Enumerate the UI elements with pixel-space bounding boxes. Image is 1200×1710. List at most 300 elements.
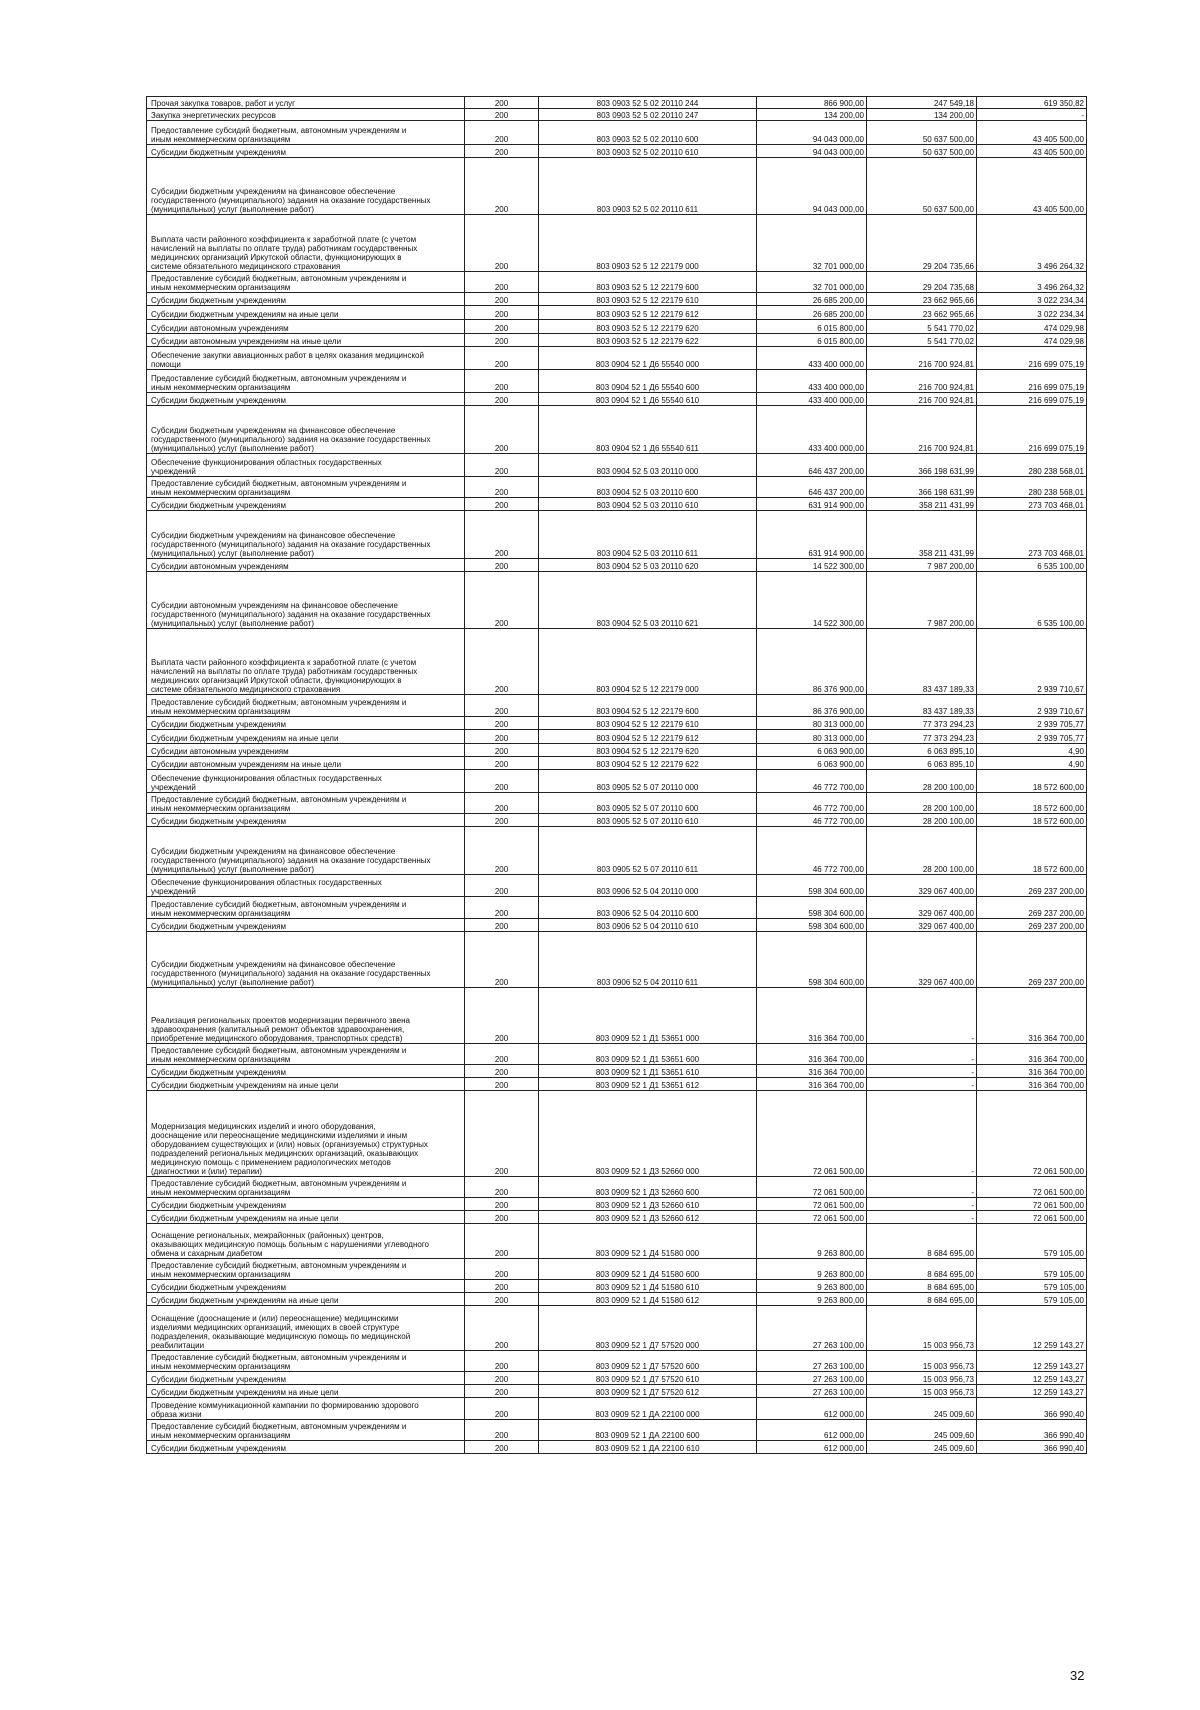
row-code: 200: [465, 695, 539, 717]
row-remaining-amount: 316 364 700,00: [977, 1065, 1087, 1078]
row-remaining-amount: 2 939 705,77: [977, 730, 1087, 744]
row-plan-amount: 6 063 900,00: [757, 757, 867, 770]
row-remaining-amount: 12 259 143,27: [977, 1306, 1087, 1351]
row-executed-amount: 29 204 735,66: [867, 215, 977, 272]
row-code: 200: [465, 730, 539, 744]
row-name: Субсидии бюджетным учреждениям: [147, 393, 465, 406]
row-code: 200: [465, 121, 539, 145]
table-row: [147, 730, 1087, 744]
row-executed-amount: 358 211 431,99: [867, 511, 977, 559]
row-name: Реализация региональных проектов модернизации первичного звена здравоохранения (капитальный ремонт объектов здравоохранения, приобретение медицинского оборудования, транспортных средств): [147, 988, 465, 1044]
table-row: [147, 1091, 1087, 1177]
row-code: 200: [465, 511, 539, 559]
row-name: Предоставление субсидий бюджетным, автономным учреждениям и иным некоммерческим организациям: [147, 1177, 465, 1198]
row-plan-amount: 612 000,00: [757, 1441, 867, 1454]
row-name: Предоставление субсидий бюджетным, автономным учреждениям и иным некоммерческим организациям: [147, 695, 465, 717]
row-kbk: 803 0904 52 1 Д6 55540 000: [539, 347, 757, 370]
row-code: 200: [465, 1293, 539, 1306]
row-code: 200: [465, 1198, 539, 1211]
row-executed-amount: -: [867, 1198, 977, 1211]
table-row: [147, 406, 1087, 454]
row-plan-amount: 46 772 700,00: [757, 770, 867, 793]
row-name: Оснащение (дооснащение и (или) переоснащение) медицинскими изделиями медицинских организаций, имеющих в своей структуре подразделения, оказывающие медицинскую помощь по медицинской реабилитации: [147, 1306, 465, 1351]
row-remaining-amount: 2 939 705,77: [977, 717, 1087, 730]
row-plan-amount: 72 061 500,00: [757, 1177, 867, 1198]
row-executed-amount: 8 684 695,00: [867, 1224, 977, 1259]
row-plan-amount: 134 200,00: [757, 109, 867, 121]
row-code: 200: [465, 293, 539, 306]
row-name: Субсидии бюджетным учреждениям на финансовое обеспечение государственного (муниципального) задания на оказание государственных (муниципальных) услуг (выполнение работ): [147, 932, 465, 988]
table-row: [147, 145, 1087, 158]
row-code: 200: [465, 875, 539, 897]
row-kbk: 803 0903 52 5 02 20110 610: [539, 145, 757, 158]
row-kbk: 803 0904 52 5 12 22179 610: [539, 717, 757, 730]
row-executed-amount: 216 700 924,81: [867, 347, 977, 370]
row-kbk: 803 0903 52 5 12 22179 620: [539, 320, 757, 334]
row-name: Субсидии бюджетным учреждениям: [147, 919, 465, 932]
row-plan-amount: 6 015 800,00: [757, 320, 867, 334]
row-kbk: 803 0904 52 5 03 20110 620: [539, 559, 757, 572]
row-code: 200: [465, 1078, 539, 1091]
row-name: Субсидии бюджетным учреждениям на иные цели: [147, 730, 465, 744]
table-row: [147, 875, 1087, 897]
row-name: Предоставление субсидий бюджетным, автономным учреждениям и иным некоммерческим организациям: [147, 272, 465, 293]
row-kbk: 803 0906 52 5 04 20110 610: [539, 919, 757, 932]
row-kbk: 803 0909 52 1 Д3 52660 610: [539, 1198, 757, 1211]
row-kbk: 803 0905 52 5 07 20110 600: [539, 793, 757, 814]
row-name: Субсидии бюджетным учреждениям: [147, 498, 465, 511]
table-row: [147, 717, 1087, 730]
row-remaining-amount: 3 496 264,32: [977, 272, 1087, 293]
row-executed-amount: 50 637 500,00: [867, 158, 977, 215]
table-row: [147, 97, 1087, 109]
row-remaining-amount: 216 699 075,19: [977, 393, 1087, 406]
row-code: 200: [465, 109, 539, 121]
row-remaining-amount: 2 939 710,67: [977, 629, 1087, 695]
row-remaining-amount: 579 105,00: [977, 1224, 1087, 1259]
row-name: Выплата части районного коэффициента к заработной плате (с учетом начислений на выплаты по оплате труда) работникам государственных медицинских организаций Иркутской области, функционирующих в системе обязательного медицинского страхования: [147, 629, 465, 695]
row-code: 200: [465, 334, 539, 347]
table-row: [147, 932, 1087, 988]
row-remaining-amount: 216 699 075,19: [977, 347, 1087, 370]
row-executed-amount: 216 700 924,81: [867, 393, 977, 406]
row-executed-amount: -: [867, 1065, 977, 1078]
row-remaining-amount: 366 990,40: [977, 1398, 1087, 1420]
row-code: 200: [465, 158, 539, 215]
row-plan-amount: 631 914 900,00: [757, 511, 867, 559]
budget-table: [146, 96, 1087, 1454]
row-plan-amount: 32 701 000,00: [757, 215, 867, 272]
table-row: [147, 1306, 1087, 1351]
row-kbk: 803 0903 52 5 12 22179 610: [539, 293, 757, 306]
row-plan-amount: 9 263 800,00: [757, 1293, 867, 1306]
row-plan-amount: 612 000,00: [757, 1420, 867, 1441]
table-row: [147, 1211, 1087, 1224]
row-code: 200: [465, 559, 539, 572]
row-plan-amount: 9 263 800,00: [757, 1259, 867, 1280]
row-executed-amount: -: [867, 1211, 977, 1224]
row-kbk: 803 0903 52 5 12 22179 612: [539, 306, 757, 320]
row-name: Проведение коммуникационной кампании по формированию здорового образа жизни: [147, 1398, 465, 1420]
row-remaining-amount: 269 237 200,00: [977, 932, 1087, 988]
row-code: 200: [465, 454, 539, 477]
row-name: Предоставление субсидий бюджетным, автономным учреждениям и иным некоммерческим организациям: [147, 1351, 465, 1372]
row-code: 200: [465, 406, 539, 454]
table-row: [147, 393, 1087, 406]
row-remaining-amount: 72 061 500,00: [977, 1198, 1087, 1211]
row-code: 200: [465, 272, 539, 293]
page-number: 32: [1070, 1668, 1085, 1683]
row-name: Обеспечение функционирования областных государственных учреждений: [147, 770, 465, 793]
row-code: 200: [465, 1385, 539, 1398]
row-executed-amount: 77 373 294,23: [867, 717, 977, 730]
row-remaining-amount: 6 535 100,00: [977, 572, 1087, 629]
row-remaining-amount: 579 105,00: [977, 1280, 1087, 1293]
table-row: [147, 814, 1087, 827]
row-executed-amount: 245 009,60: [867, 1398, 977, 1420]
row-kbk: 803 0906 52 5 04 20110 611: [539, 932, 757, 988]
row-remaining-amount: 269 237 200,00: [977, 919, 1087, 932]
row-plan-amount: 646 437 200,00: [757, 454, 867, 477]
row-remaining-amount: 273 703 468,01: [977, 511, 1087, 559]
row-code: 200: [465, 1259, 539, 1280]
row-name: Обеспечение функционирования областных государственных учреждений: [147, 454, 465, 477]
table-row: [147, 988, 1087, 1044]
row-remaining-amount: 72 061 500,00: [977, 1177, 1087, 1198]
row-executed-amount: 50 637 500,00: [867, 121, 977, 145]
row-plan-amount: 27 263 100,00: [757, 1372, 867, 1385]
row-plan-amount: 46 772 700,00: [757, 827, 867, 875]
row-code: 200: [465, 1224, 539, 1259]
row-executed-amount: 216 700 924,81: [867, 406, 977, 454]
row-code: 200: [465, 1211, 539, 1224]
row-code: 200: [465, 919, 539, 932]
row-plan-amount: 631 914 900,00: [757, 498, 867, 511]
row-name: Обеспечение закупки авиационных работ в целях оказания медицинской помощи: [147, 347, 465, 370]
table-row: [147, 1224, 1087, 1259]
row-code: 200: [465, 897, 539, 919]
row-name: Субсидии бюджетным учреждениям на иные цели: [147, 1211, 465, 1224]
table-row: [147, 158, 1087, 215]
row-plan-amount: 26 685 200,00: [757, 293, 867, 306]
row-kbk: 803 0903 52 5 02 20110 600: [539, 121, 757, 145]
row-remaining-amount: 72 061 500,00: [977, 1211, 1087, 1224]
row-name: Субсидии бюджетным учреждениям на иные цели: [147, 1293, 465, 1306]
table-row: [147, 744, 1087, 757]
row-remaining-amount: -: [977, 109, 1087, 121]
row-name: Модернизация медицинских изделий и иного оборудования, дооснащение или переоснащение медицинскими изделиями и иным оборудованием существующих и (или) новых (организуемых) структурных подразделений региональных медицинских организаций, оказывающих медицинскую помощь с применением радиологических методов (диагностики и (или) терапии): [147, 1091, 465, 1177]
row-kbk: 803 0903 52 5 02 20110 247: [539, 109, 757, 121]
row-kbk: 803 0909 52 1 Д1 53651 612: [539, 1078, 757, 1091]
row-code: 200: [465, 1351, 539, 1372]
row-plan-amount: 72 061 500,00: [757, 1091, 867, 1177]
row-executed-amount: -: [867, 1078, 977, 1091]
row-remaining-amount: 216 699 075,19: [977, 406, 1087, 454]
row-code: 200: [465, 932, 539, 988]
row-executed-amount: 5 541 770,02: [867, 320, 977, 334]
row-kbk: 803 0909 52 1 Д3 52660 000: [539, 1091, 757, 1177]
table-row: [147, 827, 1087, 875]
row-kbk: 803 0909 52 1 Д1 53651 610: [539, 1065, 757, 1078]
row-remaining-amount: 18 572 600,00: [977, 770, 1087, 793]
row-code: 200: [465, 1177, 539, 1198]
row-executed-amount: 15 003 956,73: [867, 1372, 977, 1385]
row-remaining-amount: 12 259 143,27: [977, 1351, 1087, 1372]
row-executed-amount: 28 200 100,00: [867, 814, 977, 827]
row-kbk: 803 0903 52 5 02 20110 611: [539, 158, 757, 215]
row-kbk: 803 0905 52 5 07 20110 611: [539, 827, 757, 875]
row-code: 200: [465, 988, 539, 1044]
row-code: 200: [465, 1044, 539, 1065]
row-name: Субсидии бюджетным учреждениям: [147, 1198, 465, 1211]
table-row: [147, 559, 1087, 572]
row-plan-amount: 433 400 000,00: [757, 406, 867, 454]
budget-table-sheet: [146, 96, 1086, 1454]
row-code: 200: [465, 215, 539, 272]
row-code: 200: [465, 1280, 539, 1293]
row-remaining-amount: 12 259 143,27: [977, 1372, 1087, 1385]
table-row: [147, 454, 1087, 477]
row-plan-amount: 598 304 600,00: [757, 932, 867, 988]
row-remaining-amount: 18 572 600,00: [977, 827, 1087, 875]
table-row: [147, 919, 1087, 932]
row-executed-amount: 245 009,60: [867, 1420, 977, 1441]
row-plan-amount: 433 400 000,00: [757, 370, 867, 393]
row-kbk: 803 0904 52 5 12 22179 000: [539, 629, 757, 695]
row-plan-amount: 27 263 100,00: [757, 1385, 867, 1398]
table-row: [147, 1398, 1087, 1420]
table-row: [147, 121, 1087, 145]
row-remaining-amount: 366 990,40: [977, 1420, 1087, 1441]
table-row: [147, 1372, 1087, 1385]
row-remaining-amount: 43 405 500,00: [977, 121, 1087, 145]
row-plan-amount: 9 263 800,00: [757, 1224, 867, 1259]
row-code: 200: [465, 770, 539, 793]
row-plan-amount: 598 304 600,00: [757, 875, 867, 897]
row-plan-amount: 316 364 700,00: [757, 1065, 867, 1078]
row-plan-amount: 94 043 000,00: [757, 121, 867, 145]
row-name: Субсидии бюджетным учреждениям: [147, 1065, 465, 1078]
row-name: Оснащение региональных, межрайонных (районных) центров, оказывающих медицинскую помощь больным с нарушениями углеводного обмена и сахарным диабетом: [147, 1224, 465, 1259]
row-name: Субсидии бюджетным учреждениям: [147, 1280, 465, 1293]
row-code: 200: [465, 744, 539, 757]
row-executed-amount: -: [867, 1177, 977, 1198]
row-executed-amount: 23 662 965,66: [867, 306, 977, 320]
row-kbk: 803 0903 52 5 12 22179 600: [539, 272, 757, 293]
row-code: 200: [465, 1441, 539, 1454]
row-remaining-amount: 316 364 700,00: [977, 1078, 1087, 1091]
row-executed-amount: 28 200 100,00: [867, 827, 977, 875]
row-name: Субсидии бюджетным учреждениям на финансовое обеспечение государственного (муниципального) задания на оказание государственных (муниципальных) услуг (выполнение работ): [147, 406, 465, 454]
row-plan-amount: 27 263 100,00: [757, 1351, 867, 1372]
row-plan-amount: 86 376 900,00: [757, 629, 867, 695]
row-name: Выплата части районного коэффициента к заработной плате (с учетом начислений на выплаты по оплате труда) работникам государственных медицинских организаций Иркутской области, функционирующих в системе обязательного медицинского страхования: [147, 215, 465, 272]
row-kbk: 803 0909 52 1 Д4 51580 600: [539, 1259, 757, 1280]
row-plan-amount: 598 304 600,00: [757, 897, 867, 919]
row-kbk: 803 0909 52 1 Д3 52660 600: [539, 1177, 757, 1198]
row-executed-amount: 15 003 956,73: [867, 1385, 977, 1398]
row-executed-amount: 6 063 895,10: [867, 744, 977, 757]
row-kbk: 803 0909 52 1 Д4 51580 000: [539, 1224, 757, 1259]
row-executed-amount: 8 684 695,00: [867, 1280, 977, 1293]
row-plan-amount: 27 263 100,00: [757, 1306, 867, 1351]
row-plan-amount: 316 364 700,00: [757, 1078, 867, 1091]
row-name: Субсидии автономным учреждениям на иные цели: [147, 334, 465, 347]
table-row: [147, 1280, 1087, 1293]
row-remaining-amount: 579 105,00: [977, 1259, 1087, 1280]
row-remaining-amount: 216 699 075,19: [977, 370, 1087, 393]
table-row: [147, 770, 1087, 793]
row-code: 200: [465, 477, 539, 498]
row-plan-amount: 86 376 900,00: [757, 695, 867, 717]
row-kbk: 803 0904 52 5 12 22179 620: [539, 744, 757, 757]
row-code: 200: [465, 306, 539, 320]
row-plan-amount: 80 313 000,00: [757, 730, 867, 744]
row-remaining-amount: 269 237 200,00: [977, 875, 1087, 897]
row-remaining-amount: 4,90: [977, 744, 1087, 757]
row-remaining-amount: 2 939 710,67: [977, 695, 1087, 717]
row-kbk: 803 0909 52 1 Д4 51580 610: [539, 1280, 757, 1293]
row-executed-amount: 83 437 189,33: [867, 695, 977, 717]
row-executed-amount: 15 003 956,73: [867, 1306, 977, 1351]
row-name: Предоставление субсидий бюджетным, автономным учреждениям и иным некоммерческим организациям: [147, 1420, 465, 1441]
row-name: Субсидии бюджетным учреждениям на финансовое обеспечение государственного (муниципального) задания на оказание государственных (муниципальных) услуг (выполнение работ): [147, 827, 465, 875]
row-name: Субсидии бюджетным учреждениям: [147, 814, 465, 827]
row-executed-amount: 329 067 400,00: [867, 875, 977, 897]
row-executed-amount: 329 067 400,00: [867, 897, 977, 919]
row-kbk: 803 0909 52 1 ДА 22100 000: [539, 1398, 757, 1420]
table-row: [147, 793, 1087, 814]
row-kbk: 803 0905 52 5 07 20110 000: [539, 770, 757, 793]
row-executed-amount: 50 637 500,00: [867, 145, 977, 158]
row-name: Предоставление субсидий бюджетным, автономным учреждениям и иным некоммерческим организациям: [147, 897, 465, 919]
table-row: [147, 1293, 1087, 1306]
row-plan-amount: 26 685 200,00: [757, 306, 867, 320]
row-executed-amount: -: [867, 1044, 977, 1065]
table-row: [147, 1259, 1087, 1280]
row-remaining-amount: 4,90: [977, 757, 1087, 770]
row-remaining-amount: 280 238 568,01: [977, 454, 1087, 477]
row-executed-amount: 245 009,60: [867, 1441, 977, 1454]
row-remaining-amount: 316 364 700,00: [977, 1044, 1087, 1065]
row-plan-amount: 598 304 600,00: [757, 919, 867, 932]
table-row: [147, 511, 1087, 559]
row-name: Предоставление субсидий бюджетным, автономным учреждениям и иным некоммерческим организациям: [147, 370, 465, 393]
row-code: 200: [465, 370, 539, 393]
row-executed-amount: 6 063 895,10: [867, 757, 977, 770]
row-kbk: 803 0905 52 5 07 20110 610: [539, 814, 757, 827]
row-executed-amount: 134 200,00: [867, 109, 977, 121]
row-code: 200: [465, 97, 539, 109]
row-executed-amount: 7 987 200,00: [867, 572, 977, 629]
row-executed-amount: 5 541 770,02: [867, 334, 977, 347]
row-name: Предоставление субсидий бюджетным, автономным учреждениям и иным некоммерческим организациям: [147, 1044, 465, 1065]
row-name: Субсидии бюджетным учреждениям на иные цели: [147, 1078, 465, 1091]
row-plan-amount: 316 364 700,00: [757, 1044, 867, 1065]
table-row: [147, 1420, 1087, 1441]
row-plan-amount: 32 701 000,00: [757, 272, 867, 293]
row-remaining-amount: 12 259 143,27: [977, 1385, 1087, 1398]
row-kbk: 803 0906 52 5 04 20110 600: [539, 897, 757, 919]
table-row: [147, 695, 1087, 717]
row-name: Субсидии бюджетным учреждениям: [147, 1372, 465, 1385]
row-name: Субсидии бюджетным учреждениям на иные цели: [147, 1385, 465, 1398]
row-plan-amount: 6 063 900,00: [757, 744, 867, 757]
table-row: [147, 572, 1087, 629]
row-code: 200: [465, 347, 539, 370]
row-remaining-amount: 6 535 100,00: [977, 559, 1087, 572]
row-code: 200: [465, 1398, 539, 1420]
row-executed-amount: 329 067 400,00: [867, 919, 977, 932]
row-remaining-amount: 3 022 234,34: [977, 306, 1087, 320]
row-executed-amount: 7 987 200,00: [867, 559, 977, 572]
row-plan-amount: 80 313 000,00: [757, 717, 867, 730]
row-executed-amount: 28 200 100,00: [867, 770, 977, 793]
row-remaining-amount: 474 029,98: [977, 334, 1087, 347]
row-executed-amount: 366 198 631,99: [867, 477, 977, 498]
row-plan-amount: 72 061 500,00: [757, 1198, 867, 1211]
row-code: 200: [465, 1306, 539, 1351]
row-remaining-amount: 3 496 264,32: [977, 215, 1087, 272]
row-kbk: 803 0904 52 1 Д6 55540 611: [539, 406, 757, 454]
row-executed-amount: 8 684 695,00: [867, 1259, 977, 1280]
row-kbk: 803 0904 52 5 03 20110 000: [539, 454, 757, 477]
row-remaining-amount: 316 364 700,00: [977, 988, 1087, 1044]
row-kbk: 803 0903 52 5 02 20110 244: [539, 97, 757, 109]
row-kbk: 803 0909 52 1 Д7 57520 610: [539, 1372, 757, 1385]
row-name: Прочая закупка товаров, работ и услуг: [147, 97, 465, 109]
table-row: [147, 1351, 1087, 1372]
row-kbk: 803 0904 52 5 03 20110 621: [539, 572, 757, 629]
row-kbk: 803 0904 52 1 Д6 55540 600: [539, 370, 757, 393]
row-executed-amount: 77 373 294,23: [867, 730, 977, 744]
row-remaining-amount: 3 022 234,34: [977, 293, 1087, 306]
row-name: Предоставление субсидий бюджетным, автономным учреждениям и иным некоммерческим организациям: [147, 793, 465, 814]
row-kbk: 803 0909 52 1 ДА 22100 610: [539, 1441, 757, 1454]
row-executed-amount: -: [867, 988, 977, 1044]
row-remaining-amount: 280 238 568,01: [977, 477, 1087, 498]
row-remaining-amount: 43 405 500,00: [977, 158, 1087, 215]
row-plan-amount: 94 043 000,00: [757, 158, 867, 215]
row-executed-amount: 247 549,18: [867, 97, 977, 109]
table-row: [147, 370, 1087, 393]
row-plan-amount: 866 900,00: [757, 97, 867, 109]
row-kbk: 803 0909 52 1 ДА 22100 600: [539, 1420, 757, 1441]
row-name: Субсидии бюджетным учреждениям: [147, 145, 465, 158]
row-name: Обеспечение функционирования областных государственных учреждений: [147, 875, 465, 897]
row-executed-amount: 216 700 924,81: [867, 370, 977, 393]
table-row: [147, 109, 1087, 121]
table-row: [147, 347, 1087, 370]
row-name: Субсидии бюджетным учреждениям на иные цели: [147, 306, 465, 320]
row-remaining-amount: 619 350,82: [977, 97, 1087, 109]
row-code: 200: [465, 814, 539, 827]
row-remaining-amount: 474 029,98: [977, 320, 1087, 334]
row-name: Субсидии автономным учреждениям: [147, 744, 465, 757]
row-code: 200: [465, 498, 539, 511]
row-code: 200: [465, 757, 539, 770]
row-code: 200: [465, 827, 539, 875]
row-plan-amount: 46 772 700,00: [757, 793, 867, 814]
table-row: [147, 1044, 1087, 1065]
row-remaining-amount: 72 061 500,00: [977, 1091, 1087, 1177]
row-code: 200: [465, 793, 539, 814]
table-row: [147, 1065, 1087, 1078]
row-kbk: 803 0909 52 1 Д3 52660 612: [539, 1211, 757, 1224]
row-code: 200: [465, 393, 539, 406]
table-row: [147, 477, 1087, 498]
row-kbk: 803 0904 52 5 03 20110 600: [539, 477, 757, 498]
